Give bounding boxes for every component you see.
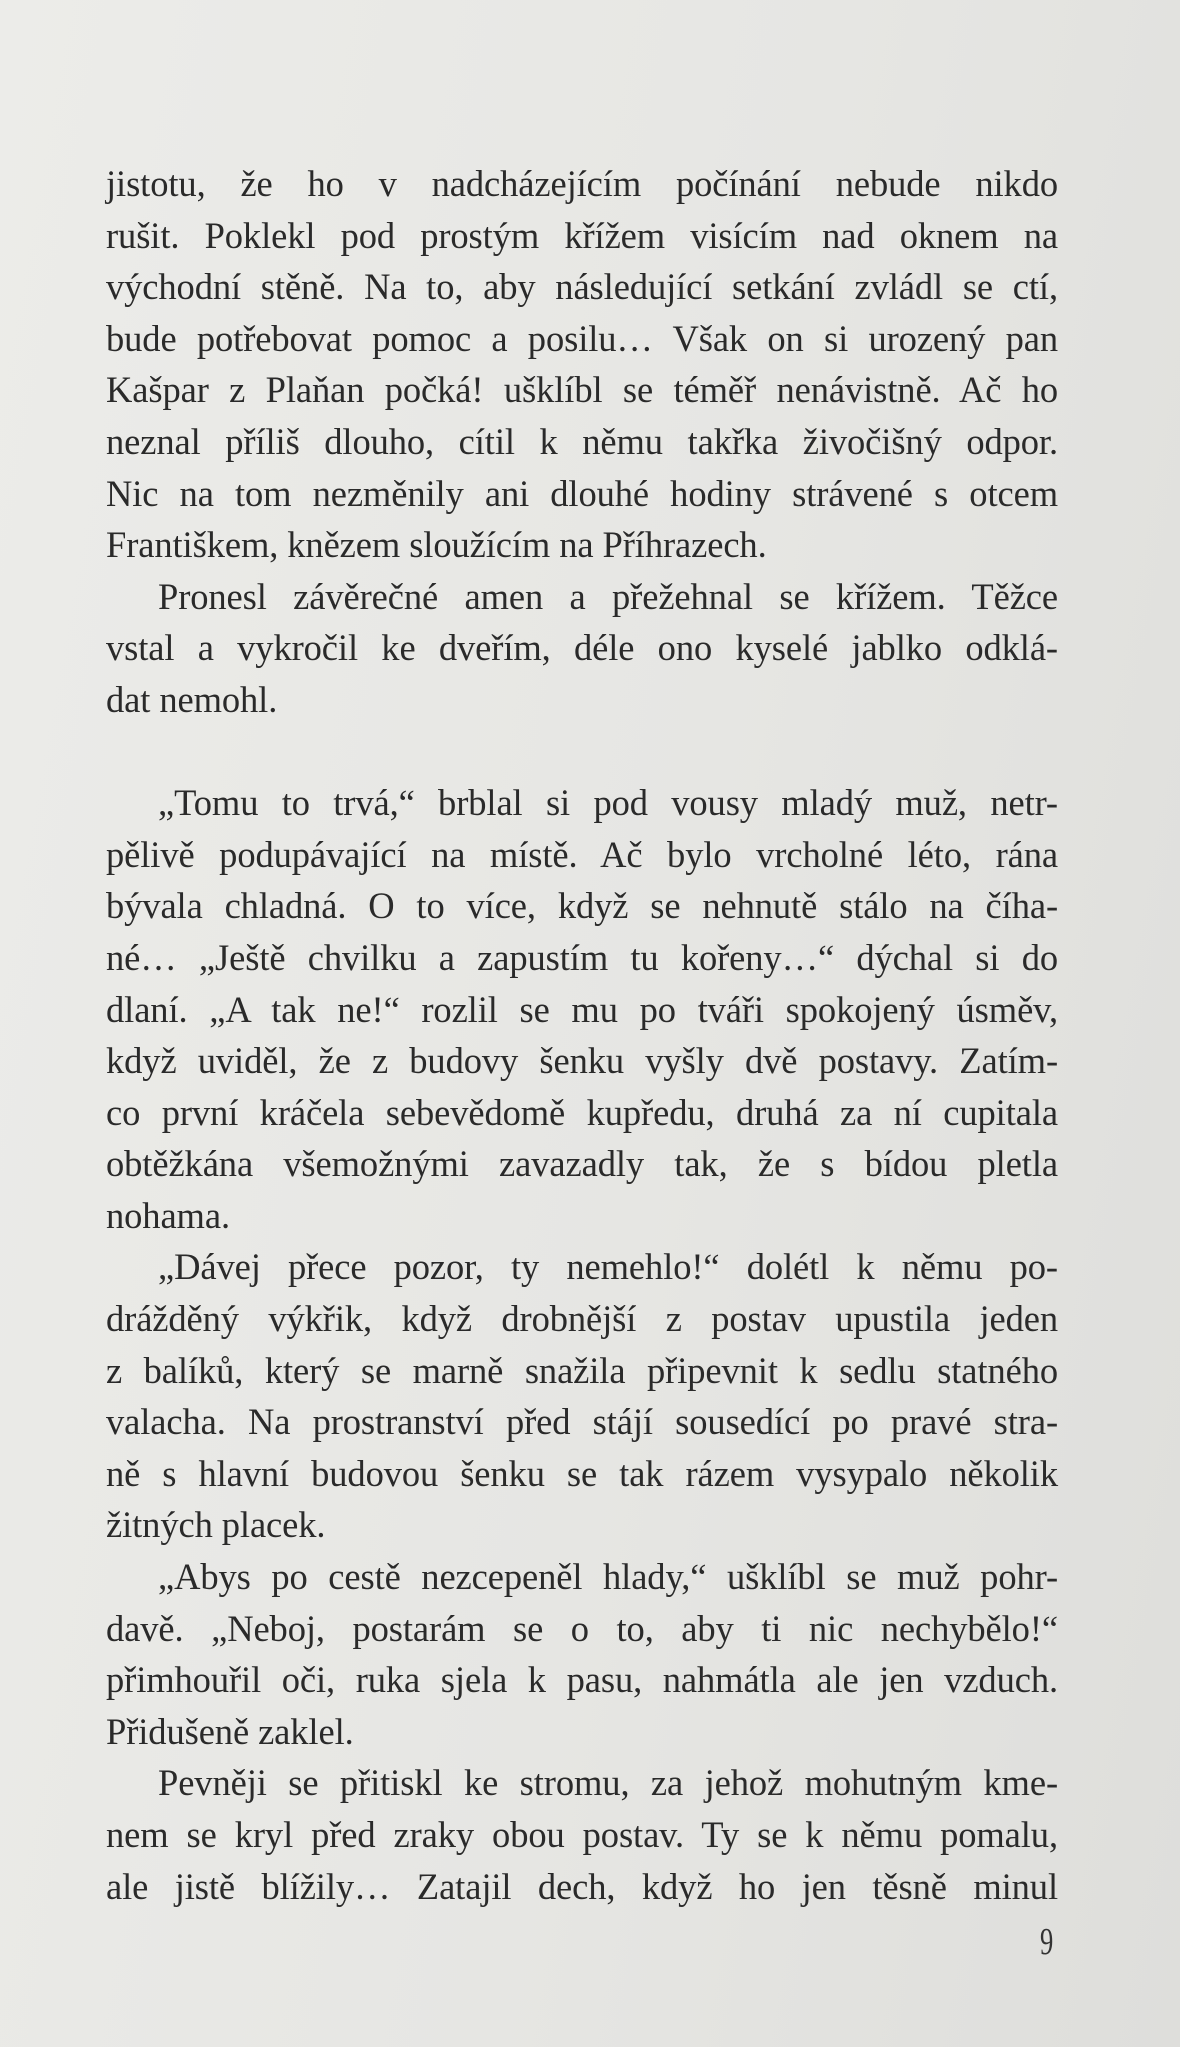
text-line: valacha. Na prostranství před stájí sousedící po pravé stra-	[106, 1401, 1058, 1443]
text-line: co první kráčela sebevědomě kupředu, druhá za ní cupitala	[106, 1091, 1058, 1133]
text-line: bude potřebovat pomoc a posilu… Však on si urozený pan	[106, 317, 1058, 359]
text-line: přimhouřil oči, ruka sjela k pasu, nahmátla ale jen vzduch.	[106, 1659, 1058, 1701]
text-line: Nic na tom nezměnily ani dlouhé hodiny strávené s otcem	[106, 472, 1058, 514]
text-line: pělivě podupávající na místě. Ač bylo vrcholné léto, rána	[106, 833, 1058, 875]
text-line: „Tomu to trvá,“ brblal si pod vousy mladý muž, netr-	[158, 782, 1058, 824]
text-line: Pevněji se přitiskl ke stromu, za jehož mohutným kme-	[158, 1762, 1058, 1804]
text-line: Pronesl závěrečné amen a přežehnal se křížem. Těžce	[158, 575, 1058, 617]
text-line: davě. „Neboj, postarám se o to, aby ti nic nechybělo!“	[106, 1607, 1058, 1649]
text-line: Přidušeně zaklel.	[106, 1710, 354, 1752]
text-line: vstal a vykročil ke dveřím, déle ono kyselé jablko odklá-	[106, 627, 1058, 669]
text-line: z balíků, který se marně snažila připevnit k sedlu statného	[106, 1349, 1058, 1391]
page-number: 9	[1040, 1921, 1054, 1963]
body-text	[106, 158, 1058, 1912]
text-line: drážděný výkřik, když drobnější z postav upustila jeden	[106, 1298, 1058, 1340]
text-line: východní stěně. Na to, aby následující setkání zvládl se ctí,	[106, 266, 1058, 308]
text-line: obtěžkána všemožnými zavazadly tak, že s bídou pletla	[106, 1143, 1058, 1185]
text-line: dat nemohl.	[106, 678, 278, 720]
text-line: ale jistě blížily… Zatajil dech, když ho jen těsně minul	[106, 1865, 1058, 1907]
text-line: rušit. Poklekl pod prostým křížem visícím nad oknem na	[106, 214, 1058, 256]
text-line: nohama.	[106, 1194, 230, 1236]
text-line: jistotu, že ho v nadcházejícím počínání nebude nikdo	[106, 163, 1058, 204]
text-line: né… „Ještě chvilku a zapustím tu kořeny…“ dýchal si do	[106, 936, 1058, 978]
text-line: nem se kryl před zraky obou postav. Ty se k němu pomalu,	[106, 1814, 1058, 1855]
text-line: Františkem, knězem sloužícím na Příhrazech.	[106, 524, 767, 566]
text-line: Kašpar z Plaňan počká! ušklíbl se téměř nenávistně. Ač ho	[106, 369, 1058, 411]
text-line: bývala chladná. O to více, když se nehnutě stálo na číha-	[106, 885, 1058, 927]
text-line: když uviděl, že z budovy šenku vyšly dvě postavy. Zatím-	[106, 1040, 1058, 1082]
text-line: ně s hlavní budovou šenku se tak rázem vysypalo několik	[106, 1452, 1058, 1494]
text-line: „Abys po cestě nezcepeněl hlady,“ ušklíbl se muž pohr-	[158, 1556, 1058, 1598]
text-line: „Dávej přece pozor, ty nemehlo!“ dolétl k němu po-	[158, 1246, 1058, 1288]
text-line: žitných placek.	[106, 1504, 326, 1546]
text-line: dlaní. „A tak ne!“ rozlil se mu po tváři spokojený úsměv,	[106, 988, 1058, 1030]
section-break	[106, 726, 1058, 778]
text-line: neznal příliš dlouho, cítil k němu takřka živočišný odpor.	[106, 420, 1058, 462]
